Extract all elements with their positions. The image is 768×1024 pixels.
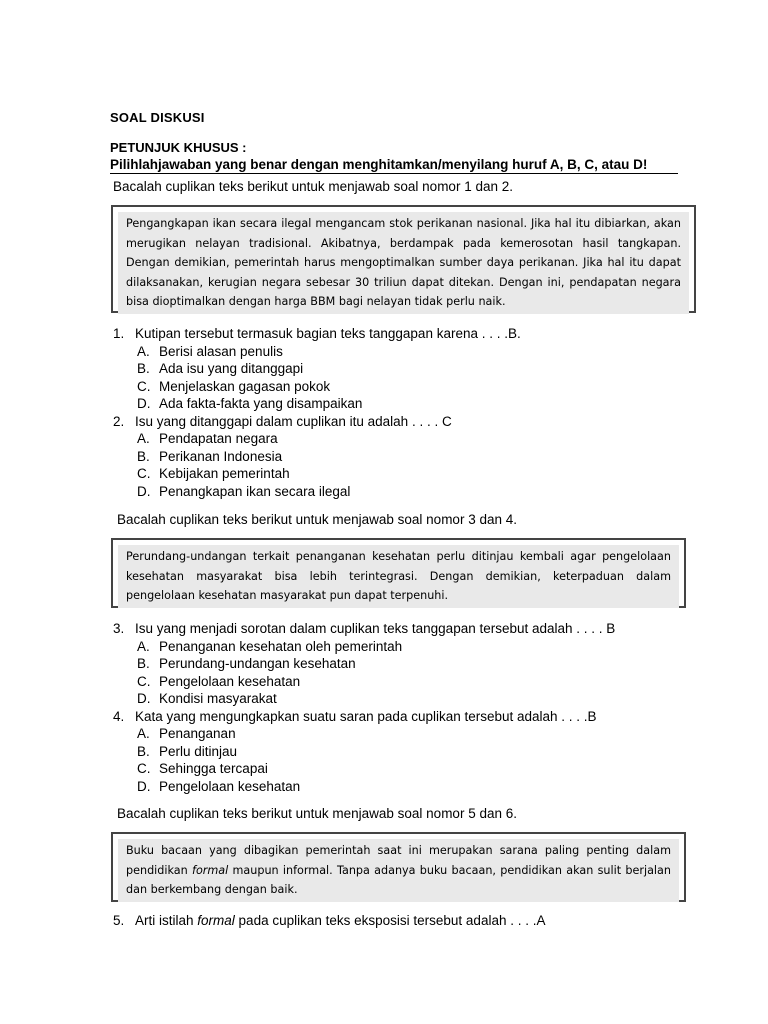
option-letter: B. [137,448,150,464]
page-title: SOAL DISKUSI [110,110,205,125]
answer-option[interactable] [113,343,521,361]
option-text: Penanganan [159,726,236,741]
instructions-heading: PETUNJUK KHUSUS : [110,140,247,155]
answer-option[interactable] [113,778,615,796]
excerpt-box [111,832,686,902]
question [113,325,521,343]
excerpt-italic-term: formal [192,863,229,877]
excerpt-text [118,839,679,902]
question-text: Kata yang mengungkapkan suatu saran pada cuplikan tersebut adalah . . . .B [135,708,597,724]
answer-option[interactable] [113,655,615,673]
section-intro: Bacalah cuplikan teks berikut untuk menjawab soal nomor 1 dan 2. [113,179,513,194]
option-letter: B. [137,361,150,376]
question-number: 4. [113,708,125,724]
question [113,912,545,930]
option-text: Kebijakan pemerintah [159,466,290,481]
answer-option[interactable] [113,360,521,378]
option-letter: A. [137,726,150,741]
option-text: Menjelaskan gagasan pokok [159,378,331,394]
question [113,413,521,431]
option-text: Ada isu yang ditanggapi [159,361,304,376]
option-letter: B. [137,656,150,671]
question-block [113,325,521,500]
section-intro: Bacalah cuplikan teks berikut untuk menjawab soal nomor 5 dan 6. [117,806,517,821]
option-text: Kondisi masyarakat [159,691,277,706]
option-letter: D. [137,691,151,706]
excerpt-box [111,538,686,608]
answer-option[interactable] [113,378,521,396]
option-letter: D. [137,483,151,499]
answer-option[interactable] [113,743,615,761]
instructions-text: Pilihlahjawaban yang benar dengan menghitamkan/menyilang huruf A, B, C, atau D! [110,157,678,174]
question-text: Kutipan tersebut termasuk bagian teks tanggapan karena . . . .B. [135,326,521,341]
excerpt-text-part: maupun informal. Tanpa adanya buku bacaan, pendidikan akan sulit berjalan dan berkembang dengan baik. [126,863,671,896]
question-italic-term: formal [197,913,235,928]
option-text: Sehingga tercapai [159,761,268,776]
answer-option[interactable] [113,673,615,691]
option-text: Ada fakta-fakta yang disampaikan [159,396,363,411]
option-letter: C. [137,378,151,394]
question [113,620,615,638]
answer-option[interactable] [113,760,615,778]
answer-option[interactable] [113,483,521,501]
excerpt-text: Perundang-undangan terkait penanganan kesehatan perlu ditinjau kembali agar pengelolaan kesehatan masyarakat bisa lebih terintegrasi. Dengan demikian, keterpaduan dalam pengelolaan kesehatan masyarakat pun dapat terpenuhi. [118,545,679,608]
option-text: Penanganan kesehatan oleh pemerintah [159,638,403,654]
option-letter: D. [137,778,151,794]
question-text: Arti istilah [135,913,198,928]
answer-option[interactable] [113,465,521,483]
answer-option[interactable] [113,430,521,448]
option-text: Penangkapan ikan secara ilegal [159,483,351,499]
excerpt-box [111,205,696,313]
option-text: Perundang-undangan kesehatan [159,656,356,671]
option-letter: C. [137,673,151,689]
option-letter: C. [137,761,151,776]
option-letter: C. [137,466,151,481]
option-text: Perlu ditinjau [159,743,238,759]
question [113,708,615,726]
question-number: 5. [113,913,125,928]
option-letter: D. [137,396,151,411]
excerpt-text: Pengangkapan ikan secara ilegal mengancam stok perikanan nasional. Jika hal itu dibiarkan, akan merugikan nelayan tradisional. Akibatnya, berdampak pada kemerosotan hasil tangkapan. Dengan demikian, pemerintah harus mengoptimalkan sumber daya perikanan. Jika hal itu dapat dilaksanakan, kerugian negara sebesar 30 triliun dapat ditekan. Dengan ini, pendapatan negara bisa dioptimalkan dengan harga BBM bagi nelayan tidak perlu naik. [118,212,689,314]
option-text: Pengelolaan kesehatan [159,778,301,794]
answer-option[interactable] [113,725,615,743]
answer-option[interactable] [113,448,521,466]
option-letter: B. [137,743,150,759]
question-number: 2. [113,413,125,429]
excerpt-text-part: Buku bacaan yang dibagikan pemerintah saat ini merupakan sarana paling penting dalam pendidikan [126,844,671,877]
option-letter: A. [137,343,150,359]
question-number: 3. [113,621,125,636]
question-text: Isu yang menjadi sorotan dalam cuplikan teks tanggapan tersebut adalah . . . . B [135,621,616,636]
question-block [113,620,615,795]
question-text: pada cuplikan teks eksposisi tersebut adalah . . . .A [234,913,546,928]
question-text: Isu yang ditanggapi dalam cuplikan itu adalah . . . . C [135,413,452,429]
question-block [113,912,545,930]
answer-option[interactable] [113,690,615,708]
option-letter: A. [137,431,150,446]
option-text: Pendapatan negara [159,431,278,446]
option-text: Perikanan Indonesia [159,448,283,464]
option-text: Pengelolaan kesehatan [159,673,301,689]
option-text: Berisi alasan penulis [159,343,283,359]
section-intro: Bacalah cuplikan teks berikut untuk menjawab soal nomor 3 dan 4. [117,512,517,527]
answer-option[interactable] [113,395,521,413]
answer-option[interactable] [113,638,615,656]
question-number: 1. [113,326,125,341]
option-letter: A. [137,638,150,654]
